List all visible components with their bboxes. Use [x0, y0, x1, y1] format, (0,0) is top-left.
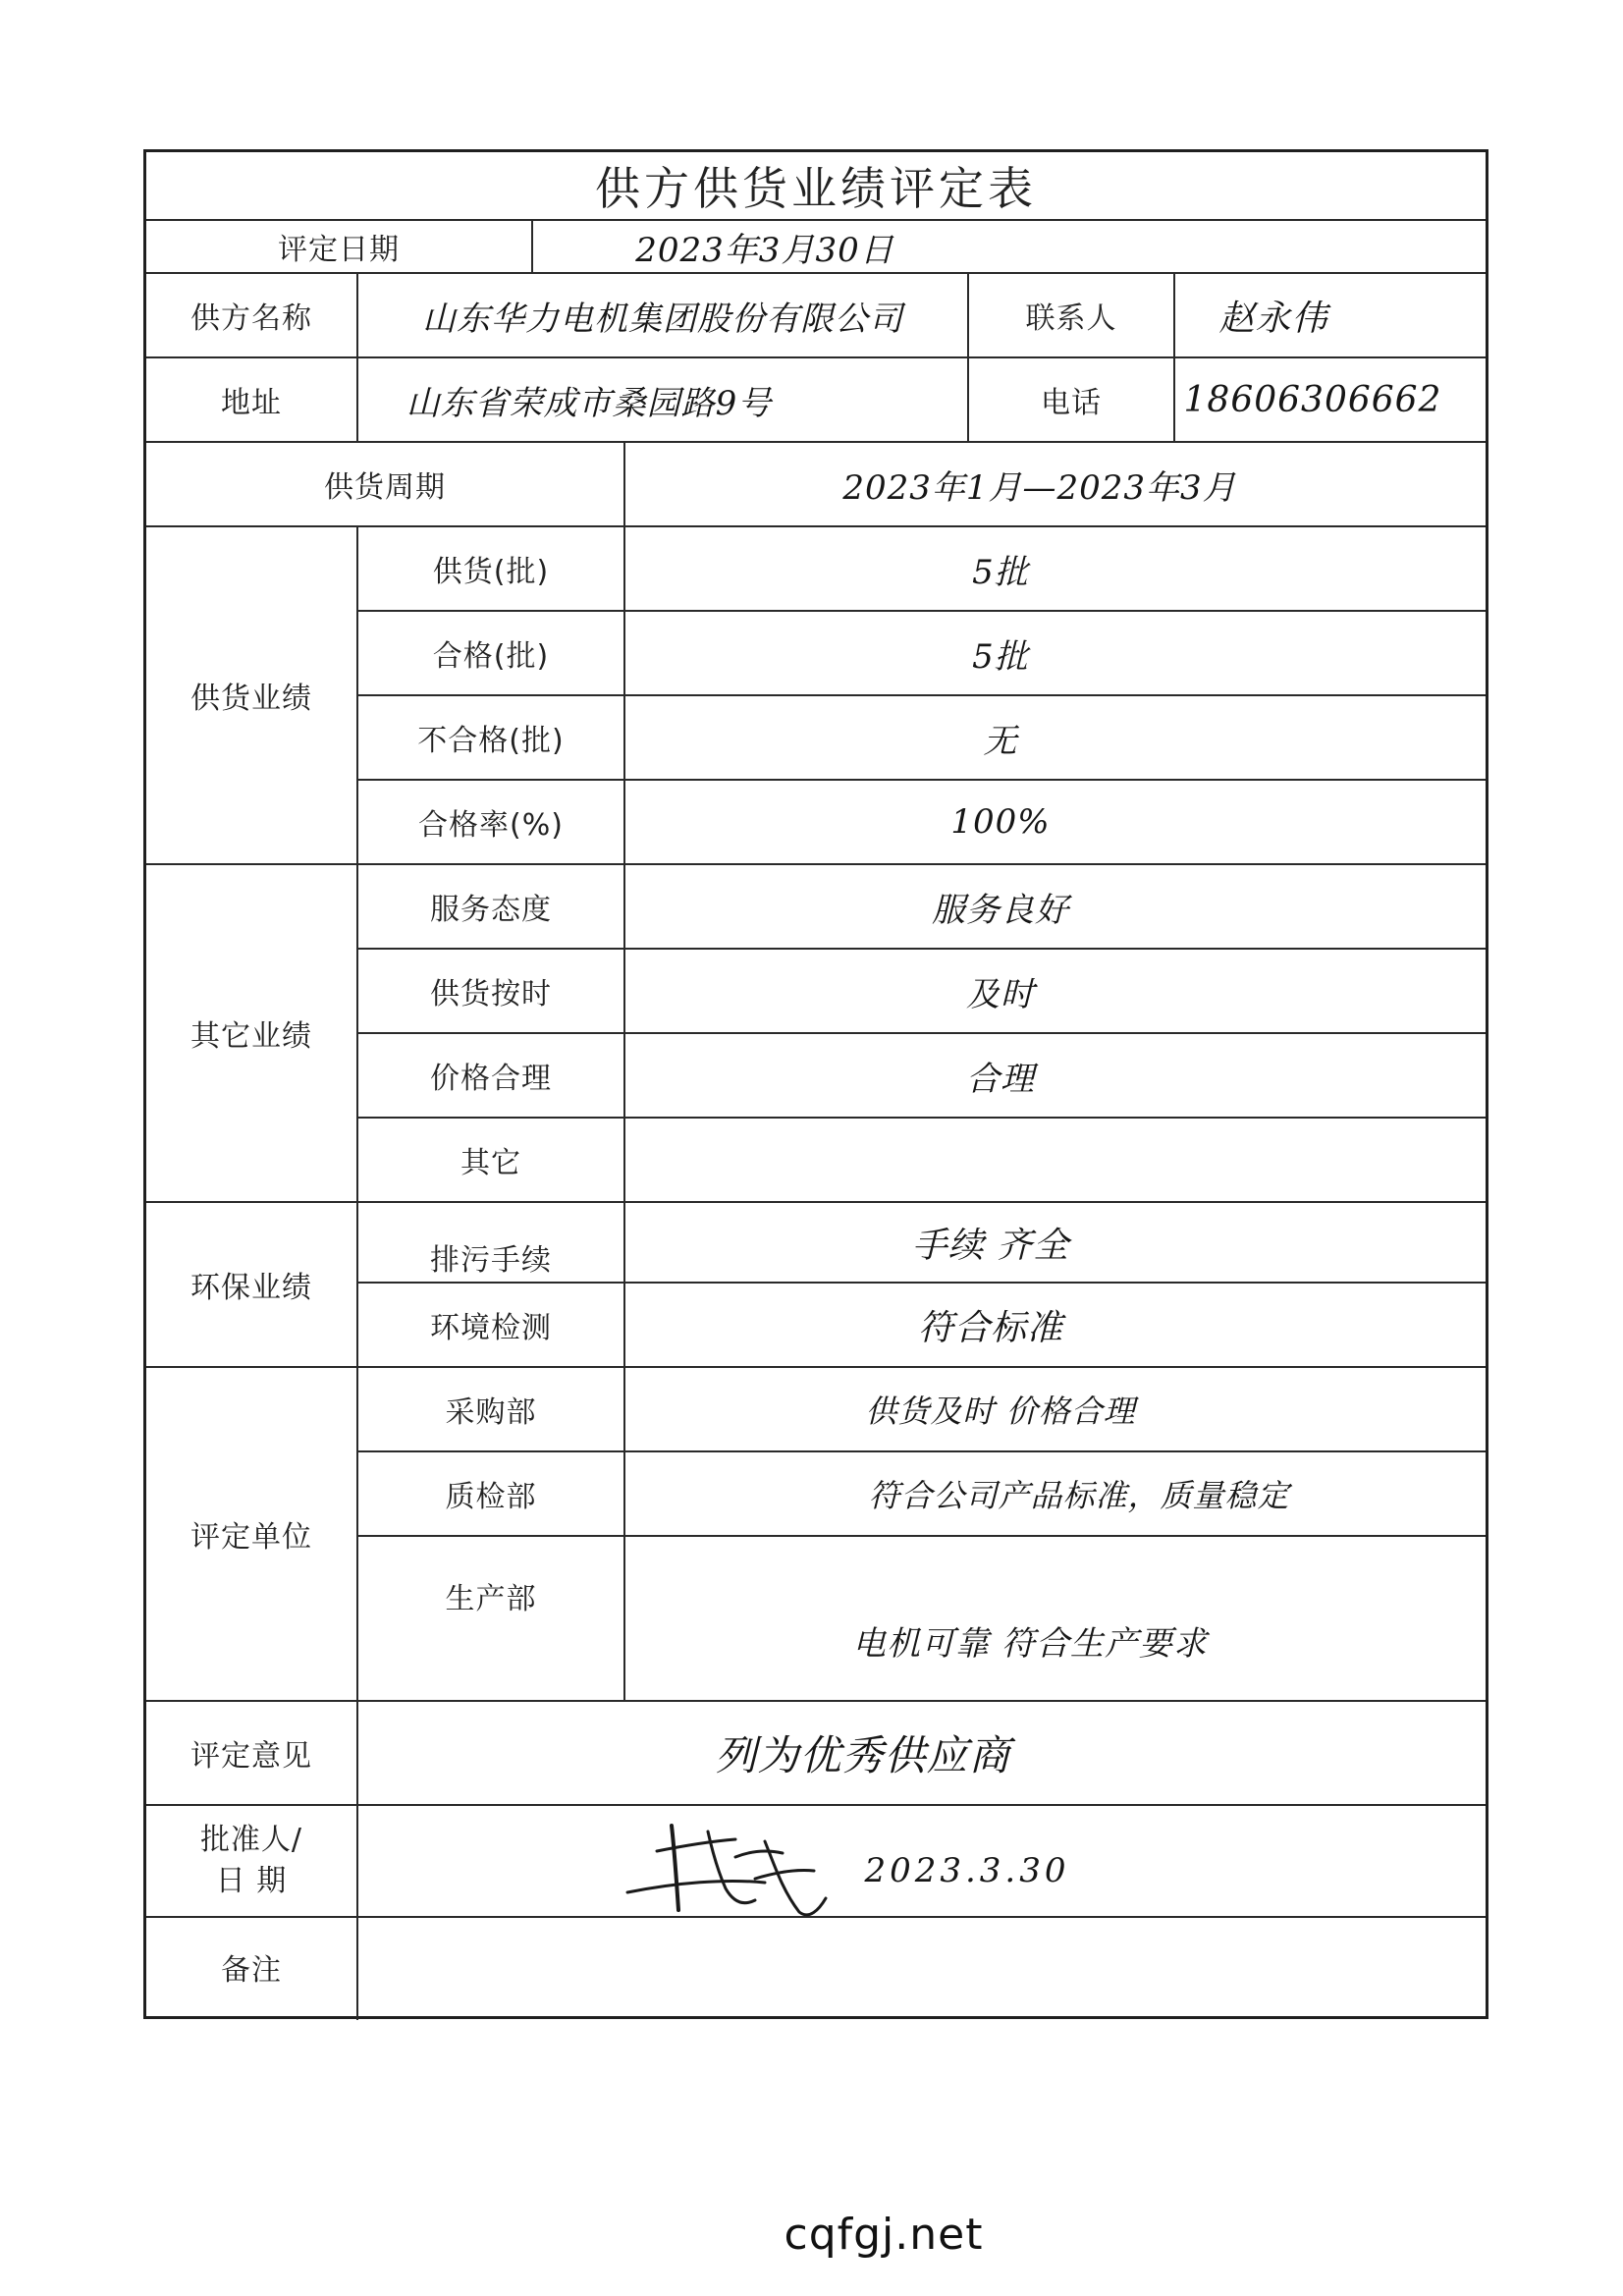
other-performance-label: 其它业绩	[190, 1019, 312, 1054]
qualified-batches-label: 合格(批)	[432, 639, 550, 674]
purchasing-value: 供货及时 价格合理	[865, 1393, 1136, 1430]
supplier-name-label: 供方名称	[190, 301, 312, 336]
approver-signature	[618, 1812, 843, 1920]
unqualified-batches-value: 无	[983, 721, 1018, 761]
signature-stroke	[755, 1870, 814, 1879]
purchasing-label: 采购部	[445, 1395, 537, 1430]
phone-label: 电话	[1041, 386, 1102, 420]
quality-label: 质检部	[445, 1480, 537, 1514]
other-label: 其它	[460, 1146, 521, 1180]
discharge-permit-value: 手续 齐全	[911, 1225, 1070, 1266]
rule	[531, 219, 533, 274]
approver-label-line2: 日 期	[215, 1864, 288, 1898]
footer-url: cqfgj.net	[784, 2210, 984, 2260]
other-value	[853, 1119, 1148, 1201]
price-label: 价格合理	[430, 1062, 552, 1096]
env-performance-label: 环保业绩	[190, 1271, 312, 1305]
phone-value: 18606306662	[1183, 379, 1442, 420]
signature-stroke	[672, 1826, 678, 1910]
supply-batches-label: 供货(批)	[432, 555, 550, 589]
supply-performance-label: 供货业绩	[190, 682, 312, 716]
pass-rate-value: 100%	[950, 802, 1051, 842]
service-attitude-value: 服务良好	[932, 890, 1069, 930]
period-value: 2023年1月—2023年3月	[842, 467, 1237, 508]
signature-stroke	[657, 1839, 735, 1851]
address-value: 山东省荣成市桑园路9号	[406, 383, 773, 423]
remarks-label: 备注	[221, 1953, 282, 1988]
approver-label	[146, 1806, 356, 1916]
on-time-label: 供货按时	[430, 977, 552, 1011]
env-monitoring-value: 符合标准	[917, 1307, 1063, 1348]
opinion-value: 列为优秀供应商	[715, 1731, 1011, 1779]
evaluation-form	[143, 149, 1488, 2019]
price-value: 合理	[966, 1059, 1035, 1099]
pass-rate-label: 合格率(%)	[418, 808, 564, 843]
unqualified-batches-label: 不合格(批)	[417, 724, 565, 758]
on-time-value: 及时	[966, 974, 1035, 1014]
env-monitoring-label: 环境检测	[430, 1311, 552, 1345]
eval-date-label: 评定日期	[278, 233, 400, 267]
address-label: 地址	[221, 386, 282, 420]
remarks-value	[358, 1918, 1486, 2016]
eval-units-label: 评定单位	[190, 1520, 312, 1555]
signature-stroke	[627, 1881, 765, 1892]
service-attitude-label: 服务态度	[430, 893, 552, 927]
supply-batches-value: 5批	[972, 552, 1029, 592]
contact-label: 联系人	[1025, 301, 1117, 336]
production-value: 电机可靠 符合生产要求	[852, 1623, 1208, 1664]
supplier-name-value: 山东华力电机集团股份有限公司	[422, 299, 903, 339]
discharge-permit-label: 排污手续	[430, 1243, 552, 1278]
rule	[623, 441, 625, 1700]
approval-date: 2023.3.30	[864, 1851, 1070, 1890]
quality-value: 符合公司产品标准，质量稳定	[868, 1477, 1290, 1514]
contact-value: 赵永伟	[1218, 298, 1328, 339]
production-label: 生产部	[445, 1582, 537, 1616]
period-label: 供货周期	[324, 470, 446, 505]
qualified-batches-value: 5批	[972, 636, 1029, 677]
eval-date-value: 2023年3月30日	[635, 230, 894, 270]
signature-stroke	[735, 1851, 783, 1857]
form-title: 供方供货业绩评定表	[595, 162, 1037, 215]
opinion-label: 评定意见	[190, 1739, 312, 1774]
approver-label-line1: 批准人/	[199, 1823, 303, 1857]
